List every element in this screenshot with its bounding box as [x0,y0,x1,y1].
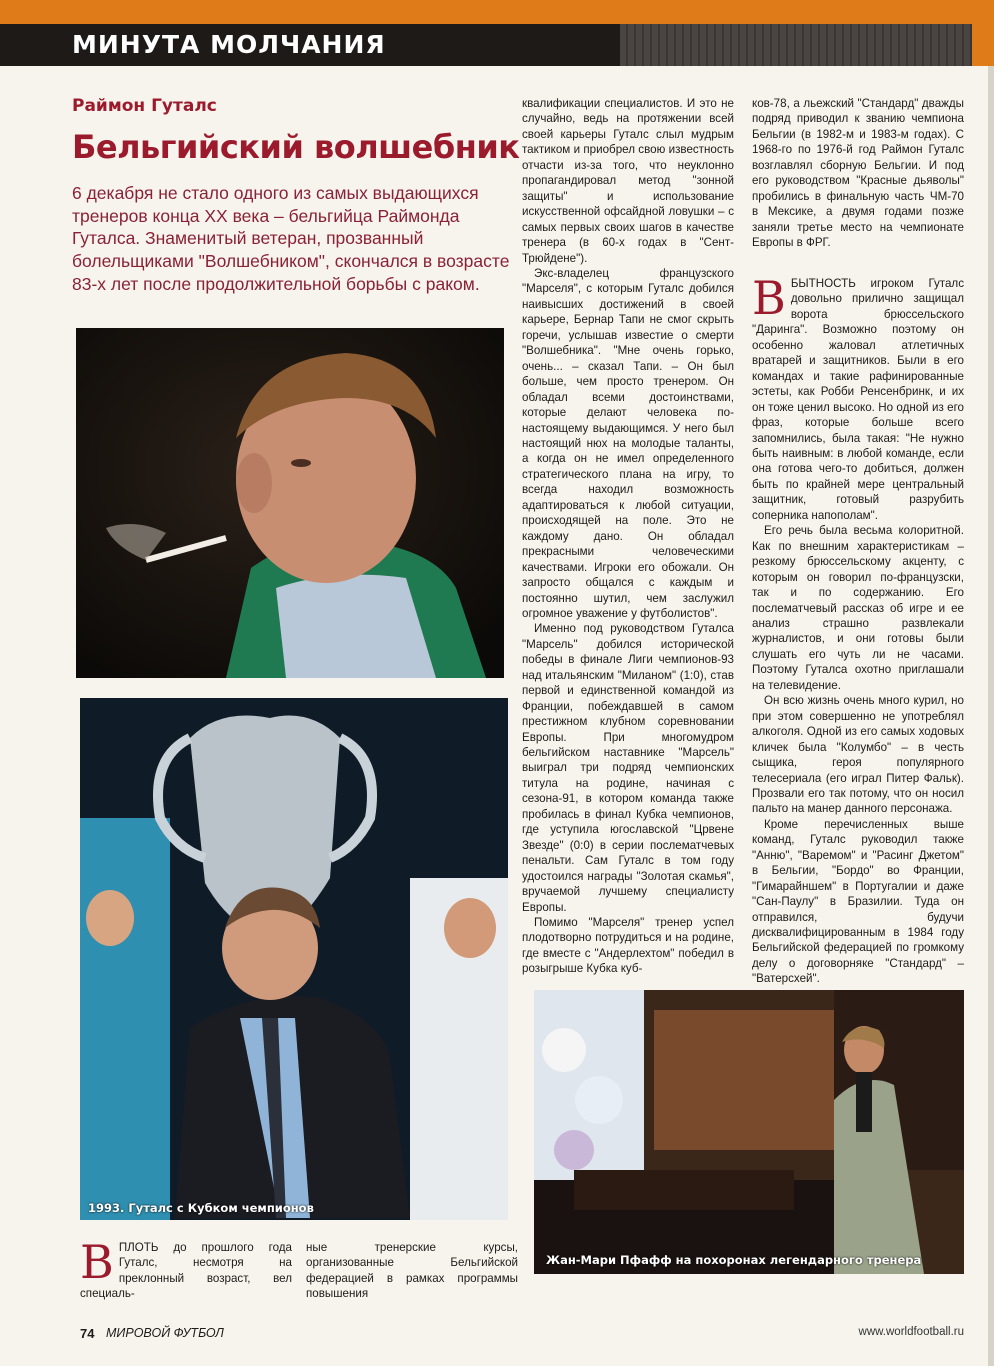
bottom-column-2: ные тренерские курсы, организованные Бельгийской федерацией в рамках программы повышения [306,1241,518,1301]
paragraph: Экс-владелец французского "Марселя", с которым Гуталс добился наивысших достижений в своей карьере, Бернар Тапи не смог скрыть горечи, услышав известие о смерти "Волшебника". "Мне очень горько, очень... – сказал Тапи. – Он был больше, чем просто тренером. Он обладал всеми достоинствами, которые делают человека по-настоящему выдающимся. У него был настоящий нюх на молодые таланты, а когда он не имел определенного стратегического плана на игру, то всегда находил возможность адаптироваться к любой ситуации, происходящей на поле. Это не каждому дано. Он обладал прекрасными человеческими качествами. Игроки его обожали. Он запросто общался с каждым и постоянно шутил, чем заслужил огромное уважение у футболистов". [522,266,734,620]
magazine-name: МИРОВОЙ ФУТБОЛ [106,1326,224,1340]
top-orange-strip [0,0,994,24]
photo-funeral [534,990,964,1274]
paragraph: Его речь была весьма колоритной. Как по внешним характеристикам – резкому брюссельскому акценту, с которым он говорил по-французски, так и по содержанию. Его послематчевый рассказ об игре и ее анализ страшно развлекали журналистов, и они готовы были слушать его чуть ли не часами. Поэтому Гуталса охотно приглашали на телевидение. [752,524,964,692]
paragraph: Именно под руководством Гуталса "Марсель" добился исторической победы в финале Лиги чемпионов-93 над итальянским "Миланом" (1:0), став первой и единственной командой из Франции, побеждавшей в самом престижном клубном соревновании Европы. При многомудром бельгийском наставнике "Марсель" выиграл три подряд чемпионских титула на родине, начиная с сезона-91, в котором команда также пробилась в финал Кубка чемпионов, где уступила югославской "Црвене Звезде" (0:0) в серии послематчевых пенальти. Сам Гуталс в том году удостоился награды "Золотая скамья", вручаемой лучшему специалисту Европы. [522,622,734,914]
paragraph: квалификации специалистов. И это не случайно, ведь на протяжении всей своей карьеры Гуталс слыл мудрым тактиком и приобрел свою известность отчасти из-за того, что неуклонно пропагандировал метод "зонной защиты" и использование искусственной офсайдной ловушки – с самых первых своих шагов в качестве тренера (в 60-х годах в "Сент-Трюйдене"). [522,97,734,265]
photo-portrait-smoking [76,328,504,678]
article-column-3-top [752,96,964,251]
photo-caption-trophy: 1993. Гуталс с Кубком чемпионов [88,1201,314,1215]
paragraph: Помимо "Марселя" тренер успел плодотворно потрудиться и на родине, где вместе с "Андерлехтом" победил в розыгрыше Кубка куб- [522,916,734,976]
article-headline: Бельгийский волшебник [72,128,520,166]
article-column-3 [752,271,964,987]
paragraph-text: ПЛОТЬ до прошлого года Гуталс, несмотря на преклонный возраст, вел специаль- [80,1241,292,1301]
portrait-illustration [76,328,504,678]
page-number: 74 [80,1326,95,1341]
article-column-2 [522,96,734,977]
photo-caption-funeral: Жан-Мари Пфафф на похоронах легендарного тренера [546,1253,922,1267]
bottom-column-1 [80,1235,292,1302]
paragraph: Он всю жизнь очень много курил, но при этом совершенно не употреблял алкоголя. Одной из его самых ходовых кличек была "Колумбо" – в честь сыщика, героя популярного телесериала (его играл Питер Фальк). Прозвали его так потому, что он носил пальто на манер данного персонажа. [752,694,964,816]
paragraph: ков-78, а льежский "Стандард" дважды подряд приводил к званию чемпиона Бельгии (в 1982-м и 1983-м годах). С 1968-го по 1976-й год Раймон Гуталс возглавлял сборную Бельгии. И под его руководством "Красные дьяволы" пробились в финальную часть ЧМ-70 в Мексике, а двумя годами позже заняли третье место на чемпионате Европы в ФРГ. [752,97,964,250]
drop-cap: В [80,1235,114,1289]
paragraph: Кроме перечисленных выше команд, Гуталс руководил также "Анню", "Варемом" и "Расинг Джетом" в Бельгии, "Бордо" во Франции, "Гимарайншем" в Португалии и даже "Сан-Паулу" в Бразилии. Туда он отправился, будучи дисквалифицированным в 1984 году Бельгийской федерацией по громкому делу о договорняке "Стандард" – "Ватерсхей". [752,817,964,986]
website-url: www.worldfootball.ru [858,1326,964,1338]
section-title: МИНУТА МОЛЧАНИЯ [72,30,386,59]
drop-cap: В [752,271,786,325]
article-author: Раймон Гуталс [72,96,217,116]
header-right-accent [972,24,994,66]
paragraph-text: БЫТНОСТЬ игроком Гуталс довольно прилично защищал ворота брюссельского "Даринга". Возможно поэтому он особенно жаловал атлетичных вратарей и защитников. Были в его командах и такие рафинированные эстеты, как Робби Ренсенбринк, и их он тоже ценил высоко. Но одной из его фраз, которые больше всего запомнились, была такая: "Не нужно быть наивным: в любой команде, если она готова чего-то добиться, должен быть по крайней мере центральный защитник, готовый разрубить соперника напополам". [752,277,964,522]
page-binder-edge [988,66,994,1366]
trophy-illustration [80,698,508,1220]
photo-trophy-celebration [80,698,508,1220]
funeral-illustration [534,990,964,1274]
article-lead: 6 декабря не стало одного из самых выдающихся тренеров конца XX века – бельгийца Раймонда Гуталса. Знаменитый ветеран, прозванный болельщиками "Волшебником", скончался в возрасте 83-х лет после продолжительной борьбы с раком. [72,183,510,294]
header-stripes [620,24,994,66]
paragraph-with-dropcap [752,271,964,523]
